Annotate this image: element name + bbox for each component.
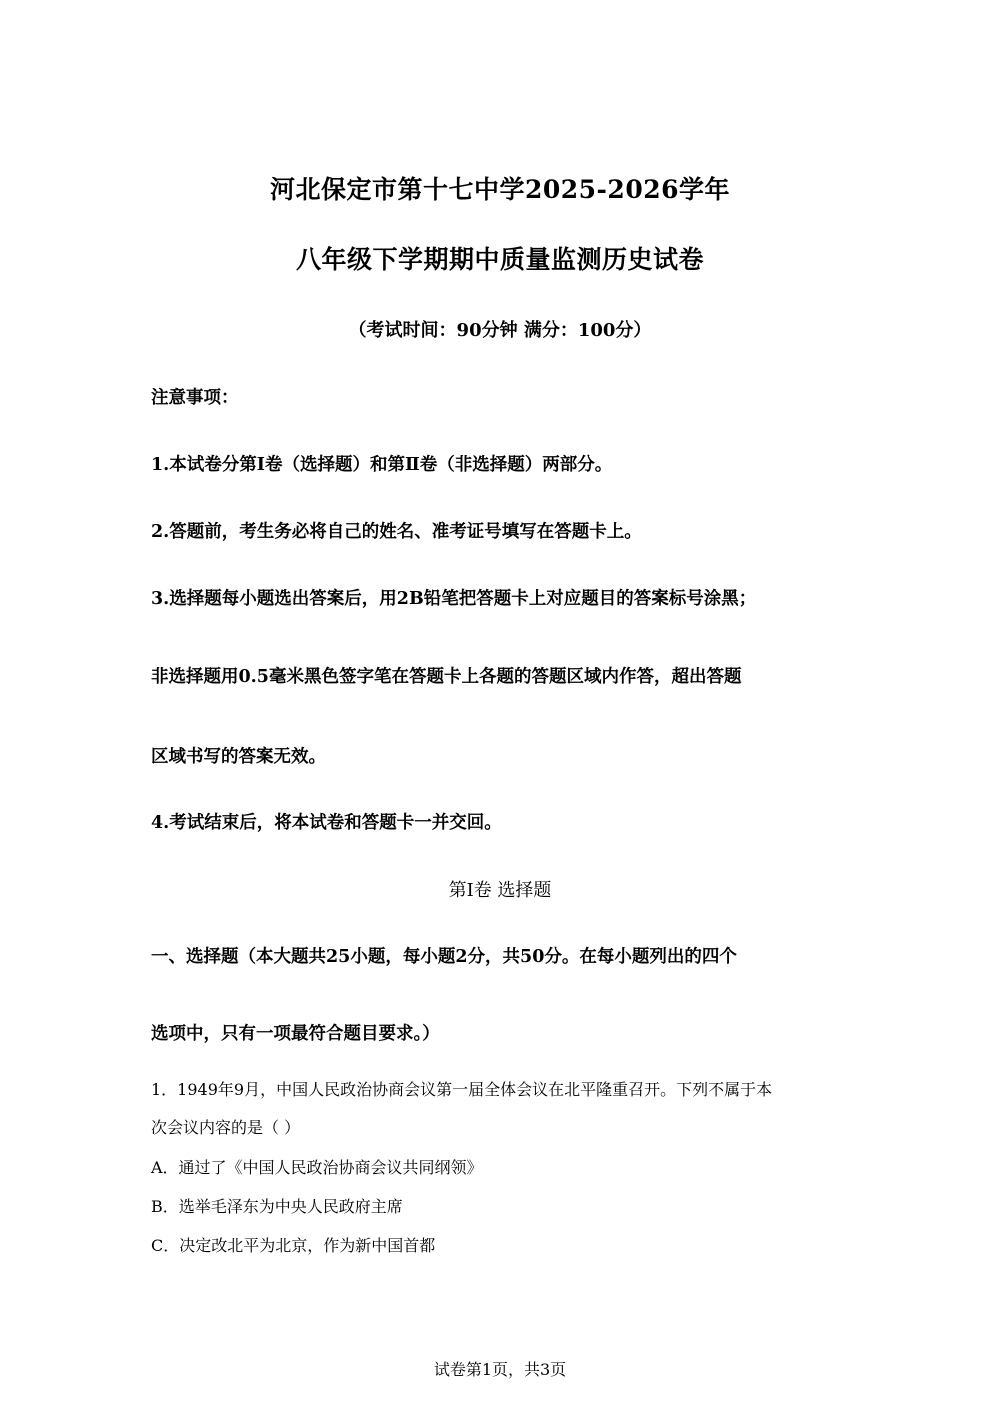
question1-option-b: B．选举毛泽东为中央人民政府主席	[151, 1197, 403, 1216]
part1-heading: 第Ⅰ卷 选择题	[448, 880, 552, 901]
notice-item-1: 1.本试卷分第Ⅰ卷（选择题）和第Ⅱ卷（非选择题）两部分。	[151, 455, 613, 475]
notice-heading: 注意事项：	[151, 388, 239, 408]
question1-option-a: A．通过了《中国人民政治协商会议共同纲领》	[151, 1158, 483, 1177]
exam-info: （考试时间：90分钟 满分：100分）	[348, 320, 652, 341]
page-footer: 试卷第1页，共3页	[433, 1360, 567, 1379]
exam-title-line1: 河北保定市第十七中学2025-2026学年	[269, 175, 731, 204]
section1-line2: 选项中，只有一项最符合题目要求。）	[151, 1024, 440, 1044]
question1-stem-line2: 次会议内容的是（ ）	[151, 1118, 301, 1137]
notice-item-4: 4.考试结束后，将本试卷和答题卡一并交回。	[151, 813, 502, 833]
question1-option-c: C．决定改北平为北京，作为新中国首都	[151, 1236, 436, 1255]
notice-item-2: 2.答题前，考生务必将自己的姓名、准考证号填写在答题卡上。	[151, 522, 642, 542]
exam-title-line2: 八年级下学期期中质量监测历史试卷	[295, 245, 704, 274]
section1-line1: 一、选择题（本大题共25小题，每小题2分，共50分。在每小题列出的四个	[151, 947, 737, 967]
question1-stem-line1: 1．1949年9月，中国人民政治协商会议第一届全体会议在北平隆重召开。下列不属于本	[151, 1080, 773, 1099]
notice-item-3-line3: 区域书写的答案无效。	[151, 747, 326, 767]
notice-item-3-line1: 3.选择题每小题选出答案后，用2B铅笔把答题卡上对应题目的答案标号涂黑；	[151, 589, 757, 609]
notice-item-3-line2: 非选择题用0.5毫米黑色签字笔在答题卡上各题的答题区域内作答，超出答题	[151, 667, 742, 687]
